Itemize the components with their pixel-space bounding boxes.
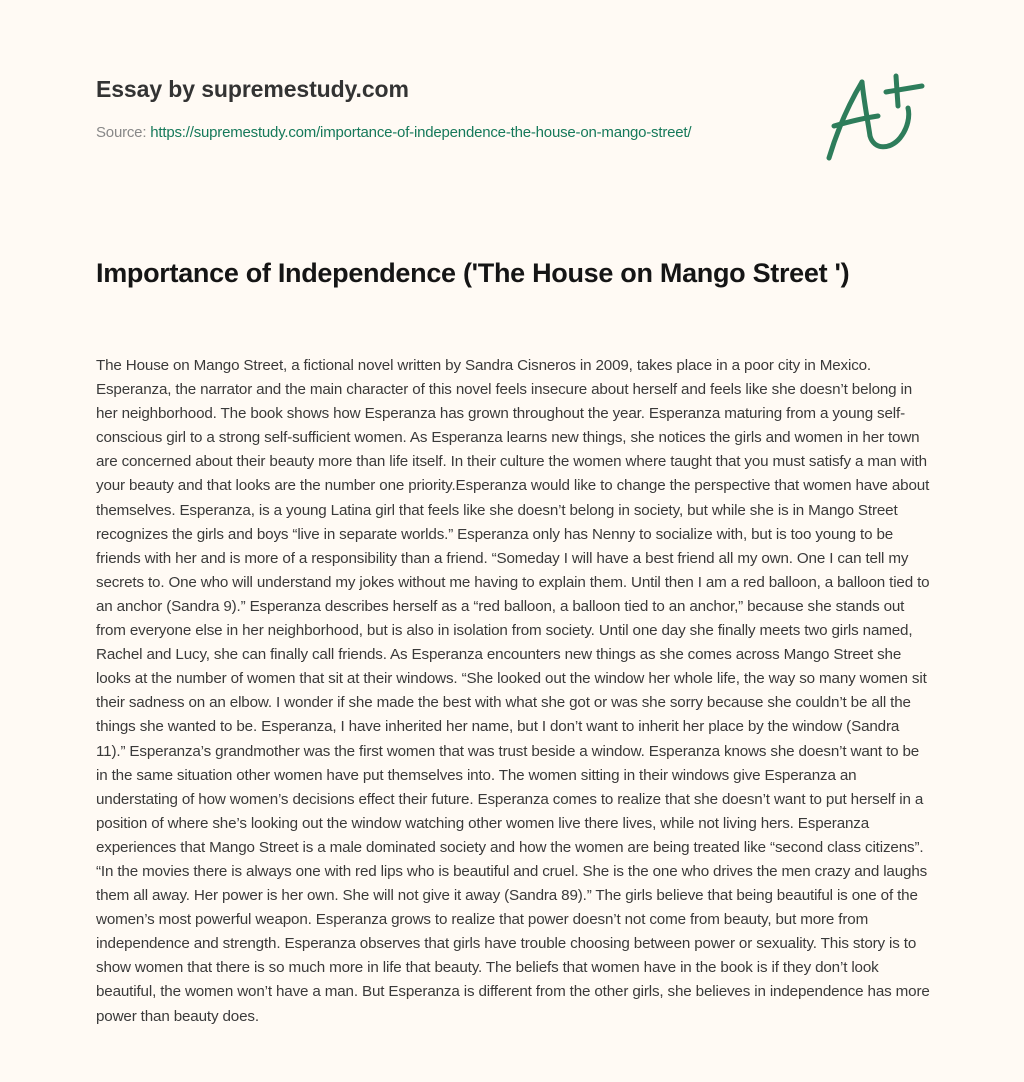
essay-title: Importance of Independence ('The House on Mango Street ') [96, 258, 850, 288]
site-title: Essay by supremestudy.com [96, 76, 409, 102]
source-link[interactable]: https://supremestudy.com/importance-of-independence-the-house-on-mango-street/ [150, 124, 692, 141]
essay-body: The House on Mango Street, a fictional novel written by Sandra Cisneros in 2009, takes place in a poor city in Mexico. Esperanza, the narrator and the main character of this novel feels insecure about herself and feels like she doesn’t belong in her neighborhood. The book shows how Esperanza has grown throughout the year. Esperanza maturing from a young self-conscious girl to a strong self-sufficient women. As Esperanza learns new things, she notices the girls and women in her town are concerned about their beauty more than life itself. In their culture the women where taught that you must satisfy a man with your beauty and that looks are the number one priority.Esperanza would like to change the perspective that women have about themselves. Esperanza, is a young Latina girl that feels like she doesn’t belong in society, but while she is in Mango Street recognizes the girls and boys “live in separate worlds.” Esperanza only has Nenny to socialize with, but is too young to be friends with her and is more of a responsibility than a friend. “Someday I will have a best friend all my own. One I can tell my secrets to. One who will understand my jokes without me having to explain them. Until then I am a red balloon, a balloon tied to an anchor (Sandra 9).” Esperanza describes herself as a “red balloon, a balloon tied to an anchor,” because she stands out from everyone else in her neighborhood, but is also in isolation from society. Until one day she finally meets two girls named, Rachel and Lucy, she can finally call friends. As Esperanza encounters new things as she comes across Mango Street she looks at the number of women that sit at their windows. “She looked out the window her whole life, the way so many women sit their sadness on an elbow. I wonder if she made the best with what she got or was she sorry because she couldn’t be all the things she wanted to be. Esperanza, I have inherited her name, but I don’t want to inherit her place by the window (Sandra 11).” Esperanza’s grandmother was the first women that was trust beside a window. Esperanza knows she doesn’t want to be in the same situation other women have put themselves into. The women sitting in their windows give Esperanza an understating of how women’s decisions effect their future. Esperanza comes to realize that she doesn’t want to put herself in a position of where she’s looking out the window watching other women live there lives, while not living hers. Esperanza experiences that Mango Street is a male dominated society and how the women are being treated like “second class citizens”. “In the movies there is always one with red lips who is beautiful and cruel. She is the one who drives the men crazy and laughs them all away. Her power is her own. She will not give it away (Sandra 89).” The girls believe that being beautiful is one of the women’s most powerful weapon. Esperanza grows to realize that power doesn’t not come from beauty, but more from independence and strength. Esperanza observes that girls have trouble choosing between power or sexuality. This story is to show women that there is so much more in life that beauty. The beliefs that women have in the book is if they don’t look beautiful, the women won’t have a man. But Esperanza is different from the other girls, she believes in independence has more power than beauty does. [96, 357, 930, 1025]
source-line [96, 124, 796, 142]
source-label: Source: [96, 124, 151, 141]
a-plus-grade-icon [818, 66, 930, 166]
page-header [96, 74, 796, 142]
